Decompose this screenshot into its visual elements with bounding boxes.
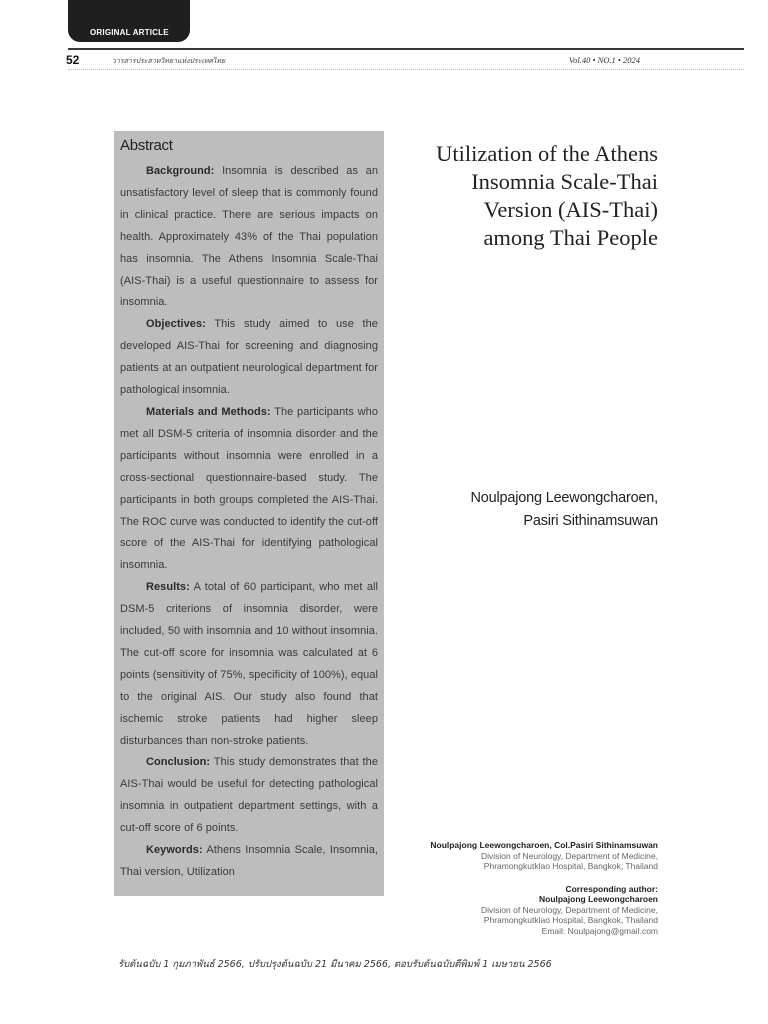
section-tab xyxy=(68,0,190,42)
journal-name: วารสารประสาทวิทยาแห่งประเทศไทย xyxy=(112,57,226,65)
abstract-objectives xyxy=(120,314,378,402)
author-line-1: Noulpajong Leewongcharoen, xyxy=(470,490,658,506)
corresponding-dept: Division of Neurology, Department of Medicine, xyxy=(480,904,658,915)
header-rule xyxy=(68,48,744,50)
objectives-text: This study aimed to use the developed AIS-Thai for screening and diagnosing patients at an outpatient neurological department for pathological insomnia. xyxy=(120,318,378,397)
affiliation-block xyxy=(358,840,658,936)
background-text: Insomnia is described as an unsatisfactory level of sleep that is commonly found in clinical practice. There are serious impacts on health. Approximately 43% of the Thai population has insomnia. The Athens Insomnia Scale-Thai (AIS-Thai) is a useful questionnaire to assess for insomnia. xyxy=(120,165,379,309)
keywords-label: Keywords: xyxy=(146,844,203,857)
abstract-conclusion xyxy=(120,752,378,840)
abstract-heading: Abstract xyxy=(120,137,173,154)
abstract-keywords xyxy=(120,840,378,884)
received-dates: รับต้นฉบับ 1 กุมภาพันธ์ 2566, ปรับปรุงต้นฉบับ 21 มีนาคม 2566, ตอบรับต้นฉบับตีพิมพ์ 1 เมษายน 2566 xyxy=(118,959,552,970)
abstract-box xyxy=(114,131,384,896)
article-title xyxy=(358,140,658,252)
header-dotted-rule xyxy=(68,69,744,70)
methods-text: The participants who met all DSM-5 criteria of insomnia disorder and the participants without insomnia were enrolled in a cross-sectional questionnaire-based study. The participants in both groups completed the AIS-Thai. The ROC curve was conducted to identify the cut-off score of the AIS-Thai for identifying pathological insomnia. xyxy=(120,405,378,572)
abstract-results xyxy=(120,577,378,752)
results-text: A total of 60 participant, who met all DSM-5 criterions of insomnia disorder, were included, 50 with insomnia and 10 without insomnia. The cut-off score for insomnia was calculated at 6 points (sensitivity of 75%, specificity of 100%), equal to the original AIS. Our study also found that ischemic stroke patients had higher sleep disturbances than non-stroke patients. xyxy=(120,581,378,747)
keywords-text: Athens Insomnia Scale, Insomnia, Thai version, Utilization xyxy=(120,844,378,878)
title-line-1: Utilization of the Athens xyxy=(436,141,658,166)
author-list xyxy=(358,487,658,533)
conclusion-text: This study demonstrates that the AIS-Thai would be useful for detecting pathological insomnia in outpatient department settings, with a cut-off score of 6 points. xyxy=(120,756,378,835)
corresponding-hospital: Phramongkutklao Hospital, Bangkok, Thailand xyxy=(483,915,658,925)
results-label: Results: xyxy=(146,581,190,594)
methods-label: Materials and Methods: xyxy=(146,405,271,418)
section-label: ORIGINAL ARTICLE xyxy=(90,28,169,37)
page-number: 52 xyxy=(66,53,80,67)
title-line-4: among Thai People xyxy=(483,225,658,250)
objectives-label: Objectives: xyxy=(146,318,206,331)
abstract-methods xyxy=(120,402,378,577)
corresponding-label: Corresponding author: xyxy=(565,883,658,894)
author-line-2: Pasiri Sithinamsuwan xyxy=(523,513,658,529)
corresponding-name: Noulpajong Leewongcharoen xyxy=(538,894,658,904)
abstract-background xyxy=(120,161,378,314)
title-line-3: Version (AIS-Thai) xyxy=(483,197,658,222)
affiliation-dept: Division of Neurology, Department of Medicine, xyxy=(480,850,658,861)
affiliation-authors: Noulpajong Leewongcharoen, Col.Pasiri Sithinamsuwan xyxy=(430,840,658,850)
background-label: Background: xyxy=(146,165,215,177)
title-line-2: Insomnia Scale-Thai xyxy=(471,169,658,194)
volume-info: Vol.40 • NO.1 • 2024 xyxy=(568,55,640,65)
conclusion-label: Conclusion: xyxy=(146,756,211,769)
corresponding-email: Email: Noulpajong@gmail.com xyxy=(541,925,658,936)
affiliation-hospital: Phramongkutklao Hospital, Bangkok, Thailand xyxy=(483,861,658,871)
